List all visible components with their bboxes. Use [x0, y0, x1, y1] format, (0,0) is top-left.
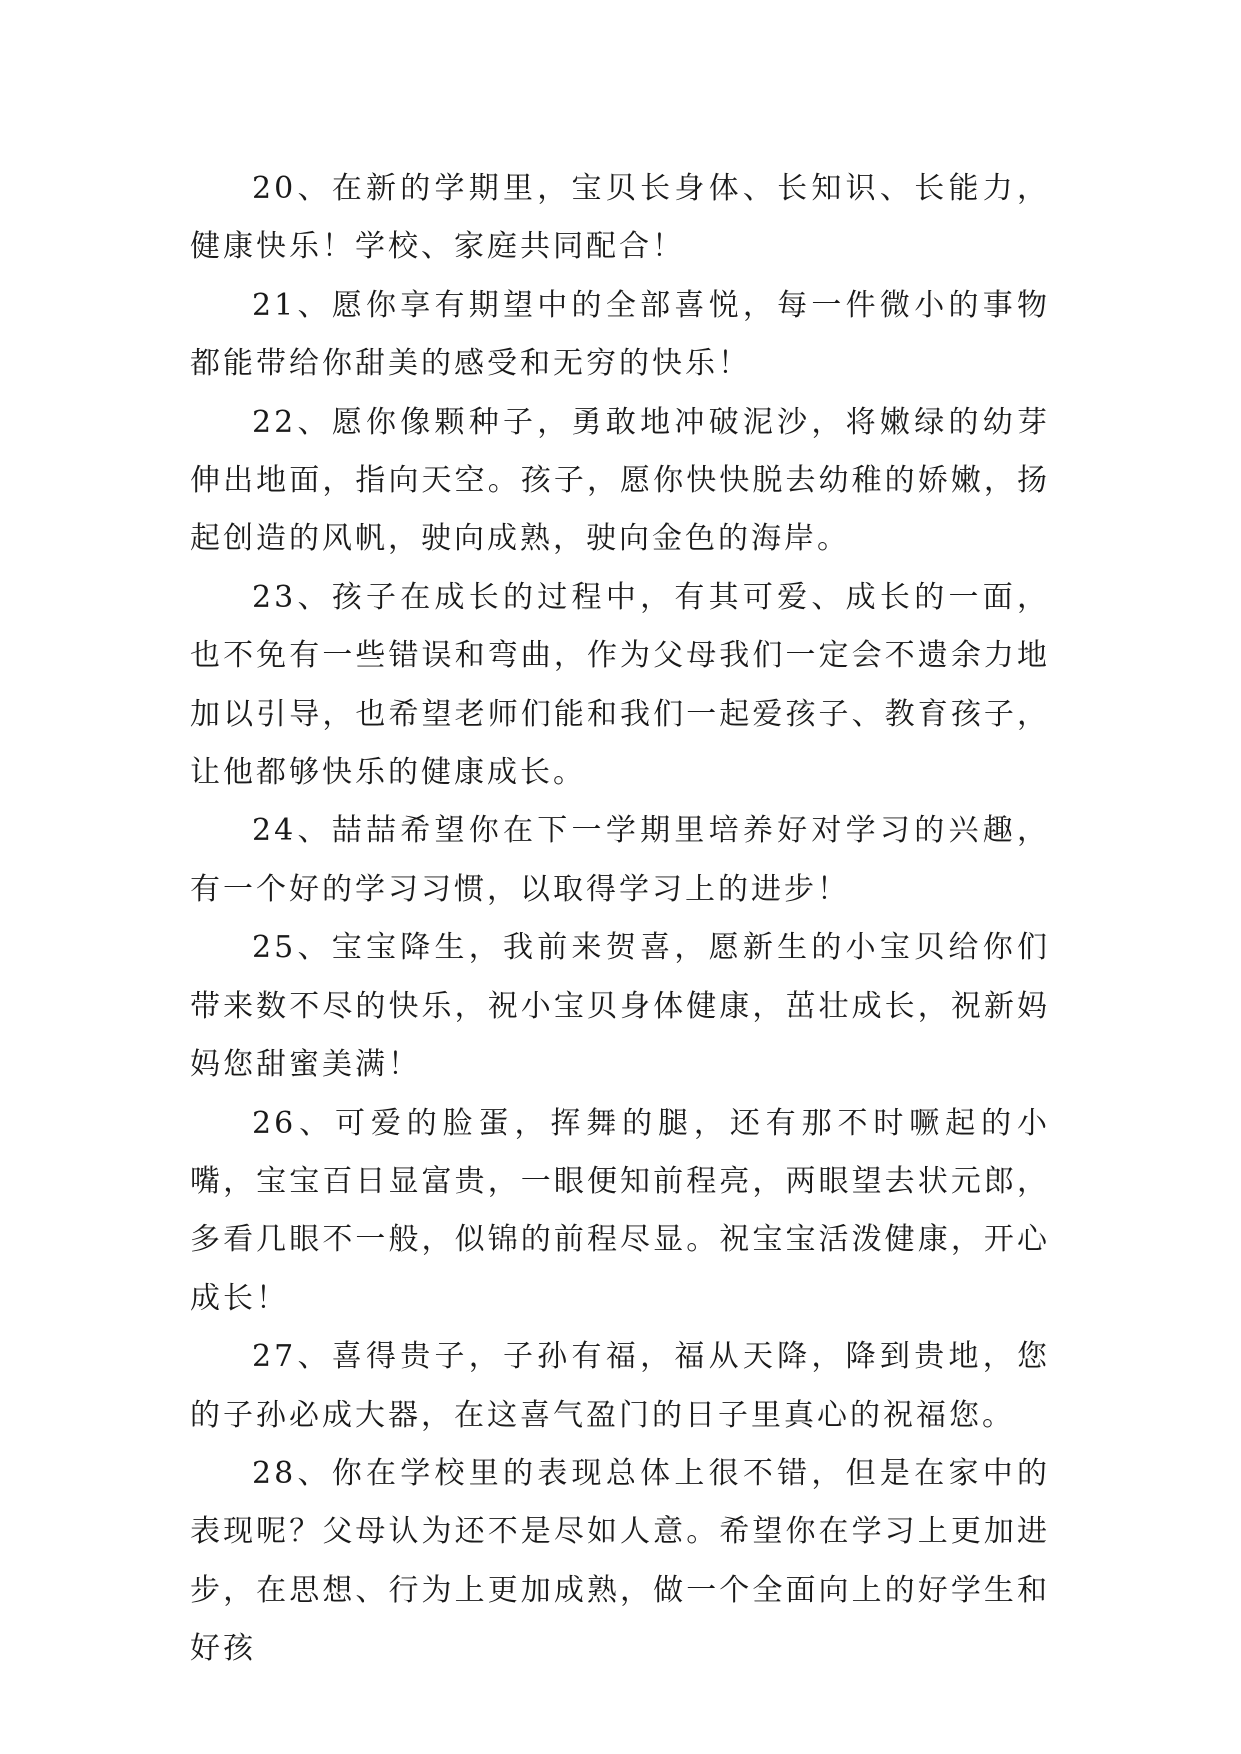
paragraph-22: 22、愿你像颗种子，勇敢地冲破泥沙，将嫩绿的幼芽伸出地面，指向天空。孩子，愿你快快脱去幼稚的娇嫩，扬起创造的风帆，驶向成熟，驶向金色的海岸。	[190, 404, 1050, 557]
paragraph-23: 23、孩子在成长的过程中，有其可爱、成长的一面，也不免有一些错误和弯曲，作为父母我们一定会不遗余力地加以引导，也希望老师们能和我们一起爱孩子、教育孩子，让他都够快乐的健康成长。	[190, 579, 1050, 791]
paragraph-24: 24、喆喆希望你在下一学期里培养好对学习的兴趣，有一个好的学习习惯，以取得学习上的进步！	[190, 813, 1050, 907]
paragraph-25: 25、宝宝降生，我前来贺喜，愿新生的小宝贝给你们带来数不尽的快乐，祝小宝贝身体健康，茁壮成长，祝新妈妈您甜蜜美满！	[190, 930, 1050, 1083]
paragraph-26: 26、可爱的脸蛋，挥舞的腿，还有那不时噘起的小嘴，宝宝百日显富贵，一眼便知前程亮，两眼望去状元郎，多看几眼不一般，似锦的前程尽显。祝宝宝活泼健康，开心成长！	[190, 1105, 1050, 1316]
paragraph-20: 20、在新的学期里，宝贝长身体、长知识、长能力，健康快乐！学校、家庭共同配合！	[190, 171, 1050, 265]
document-body	[190, 160, 1050, 1679]
paragraph-21: 21、愿你享有期望中的全部喜悦，每一件微小的事物都能带给你甜美的感受和无穷的快乐！	[190, 287, 1050, 382]
paragraph-28: 28、你在学校里的表现总体上很不错，但是在家中的表现呢？父母认为还不是尽如人意。希望你在学习上更加进步，在思想、行为上更加成熟，做一个全面向上的好学生和好孩	[190, 1455, 1050, 1667]
paragraph-27: 27、喜得贵子，子孙有福，福从天降，降到贵地，您的子孙必成大器，在这喜气盈门的日子里真心的祝福您。	[190, 1339, 1050, 1433]
